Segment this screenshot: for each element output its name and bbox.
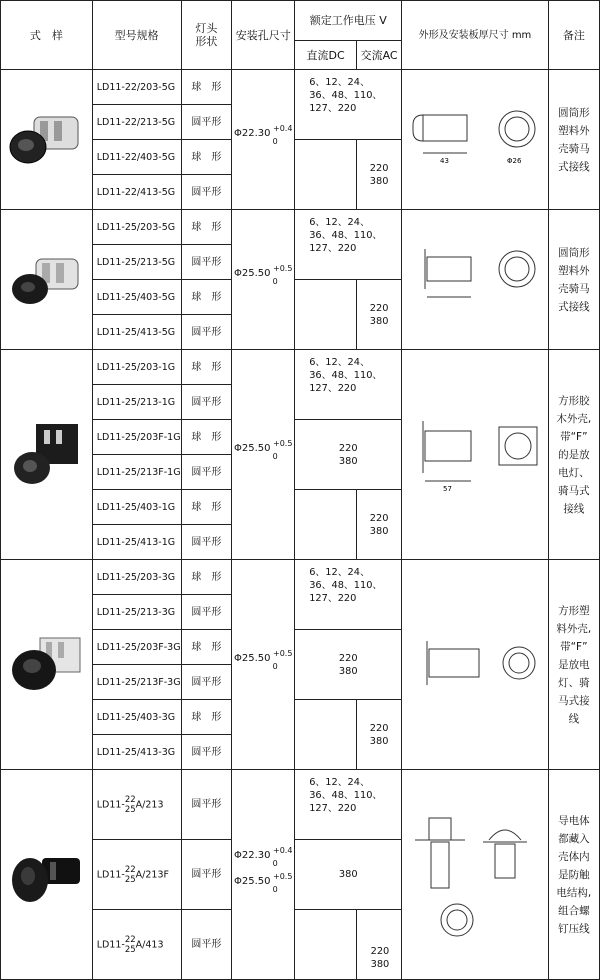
ac-voltages: 220 380 [356, 280, 401, 350]
svg-text:43: 43 [439, 156, 449, 165]
shape-cell: 球 形 [181, 630, 232, 665]
shape-cell: 球 形 [181, 210, 232, 245]
shape-cell: 球 形 [181, 700, 232, 735]
ac-voltages-combined: 380 [295, 840, 402, 910]
dc-empty [295, 490, 357, 560]
ac-voltages: 220 380 [356, 140, 401, 210]
model-cell: LD11-25/413-5G [92, 315, 181, 350]
shape-cell: 球 形 [181, 70, 232, 105]
model-cell: LD11-22/413-5G [92, 175, 181, 210]
product-photo-cylinder-25 [1, 210, 93, 350]
remark-4: 方形塑 料外壳, 带“F” 是放电 灯、骑 马式接 线 [548, 560, 599, 770]
hole-size: Φ22.30 $^{+0.4 0}$ [232, 70, 295, 210]
remark-2: 圆筒形 塑料外 壳骑马 式接线 [548, 210, 599, 350]
shape-cell: 圆平形 [181, 175, 232, 210]
model-cell: LD11-22 25A/213 [92, 770, 181, 840]
model-cell: LD11-22/203-5G [92, 70, 181, 105]
model-cell: LD11-25/403-1G [92, 490, 181, 525]
dc-voltages: 6、12、24、 36、48、110、 127、220 [295, 560, 402, 630]
model-cell: LD11-25/213F-3G [92, 665, 181, 700]
dc-voltages: 6、12、24、 36、48、110、 127、220 [295, 70, 402, 140]
model-cell: LD11-25/213-1G [92, 385, 181, 420]
model-cell: LD11-25/413-1G [92, 525, 181, 560]
shape-cell: 圆平形 [181, 910, 232, 980]
shape-cell: 球 形 [181, 420, 232, 455]
product-photo-square-bakelite [1, 350, 93, 560]
ac-voltages: 220 380 [356, 490, 401, 560]
model-cell: LD11-25/403-5G [92, 280, 181, 315]
remark-1: 圆筒形 塑料外 壳骑马 式接线 [548, 70, 599, 210]
hole-size: Φ25.50 $^{+0.5 0}$ [232, 210, 295, 350]
product-photo-enclosed [1, 770, 93, 980]
dimension-drawing-2 [402, 210, 548, 350]
shape-cell: 圆平形 [181, 525, 232, 560]
shape-cell: 圆平形 [181, 735, 232, 770]
shape-cell: 圆平形 [181, 840, 232, 910]
shape-cell: 球 形 [181, 490, 232, 525]
shape-cell: 圆平形 [181, 455, 232, 490]
model-cell: LD11-25/213-3G [92, 595, 181, 630]
dc-empty [295, 700, 357, 770]
shape-cell: 球 形 [181, 280, 232, 315]
dc-voltages: 6、12、24、 36、48、110、 127、220 [295, 770, 402, 840]
ac-voltages: 220 380 [356, 700, 401, 770]
dc-voltages: 6、12、24、 36、48、110、 127、220 [295, 350, 402, 420]
dc-empty [295, 280, 357, 350]
dimension-drawing-1 [402, 70, 548, 210]
model-cell: LD11-25/203-5G [92, 210, 181, 245]
svg-text:Φ26: Φ26 [506, 156, 522, 165]
model-cell: LD11-25/213-5G [92, 245, 181, 280]
dimension-drawing-5 [402, 770, 548, 980]
hole-size-dual: Φ22.30 $^{+0.4 0}$ Φ25.50 $^{+0.5 0}$ [232, 770, 295, 980]
header-voltage: 额定工作电压 V [295, 1, 402, 41]
header-remarks: 备注 [548, 1, 599, 70]
hole-size: Φ25.50 $^{+0.5 0}$ [232, 560, 295, 770]
header-dc: 直流DC [295, 41, 357, 70]
model-cell: LD11-25/203-1G [92, 350, 181, 385]
shape-cell: 圆平形 [181, 595, 232, 630]
shape-cell: 球 形 [181, 140, 232, 175]
dimension-drawing-3 [402, 350, 548, 560]
header-lamp-shape: 灯头 形状 [181, 1, 232, 70]
dc-empty [295, 140, 357, 210]
model-cell: LD11-25/203-3G [92, 560, 181, 595]
model-cell: LD11-22 25A/413 [92, 910, 181, 980]
svg-text:57: 57 [442, 484, 452, 493]
ac-voltages-combined: 220 380 [295, 420, 402, 490]
shape-cell: 圆平形 [181, 105, 232, 140]
model-cell: LD11-22/403-5G [92, 140, 181, 175]
shape-cell: 球 形 [181, 350, 232, 385]
dimension-drawing-4 [402, 560, 548, 770]
shape-cell: 圆平形 [181, 770, 232, 840]
header-hole: 安装孔尺寸 [232, 1, 295, 70]
header-ac: 交流AC [356, 41, 401, 70]
model-cell: LD11-25/203F-1G [92, 420, 181, 455]
model-cell: LD11-22/213-5G [92, 105, 181, 140]
model-cell: LD11-25/403-3G [92, 700, 181, 735]
product-photo-square-plastic [1, 560, 93, 770]
hole-size: Φ25.50 $^{+0.5 0}$ [232, 350, 295, 560]
header-model: 型号规格 [92, 1, 181, 70]
remark-3: 方形胶 木外壳, 带“F” 的是放 电灯、 骑马式 接线 [548, 350, 599, 560]
product-photo-cylinder [1, 70, 93, 210]
header-style: 式 样 [1, 1, 93, 70]
ac-voltages-combined: 220 380 [295, 630, 402, 700]
shape-cell: 圆平形 [181, 245, 232, 280]
remark-5: 导电体 都藏入 壳体内 是防触 电结构, 组合螺 钉压线 [548, 770, 599, 980]
dc-empty [295, 910, 357, 980]
dc-voltages: 6、12、24、 36、48、110、 127、220 [295, 210, 402, 280]
header-dims: 外形及安装板厚尺寸 mm [402, 1, 548, 70]
shape-cell: 圆平形 [181, 665, 232, 700]
shape-cell: 球 形 [181, 560, 232, 595]
model-cell: LD11-25/203F-3G [92, 630, 181, 665]
shape-cell: 圆平形 [181, 315, 232, 350]
model-cell: LD11-25/213F-1G [92, 455, 181, 490]
shape-cell: 圆平形 [181, 385, 232, 420]
ac-voltages: 220 380 [356, 910, 401, 980]
model-cell: LD11-22 25A/213F [92, 840, 181, 910]
model-cell: LD11-25/413-3G [92, 735, 181, 770]
